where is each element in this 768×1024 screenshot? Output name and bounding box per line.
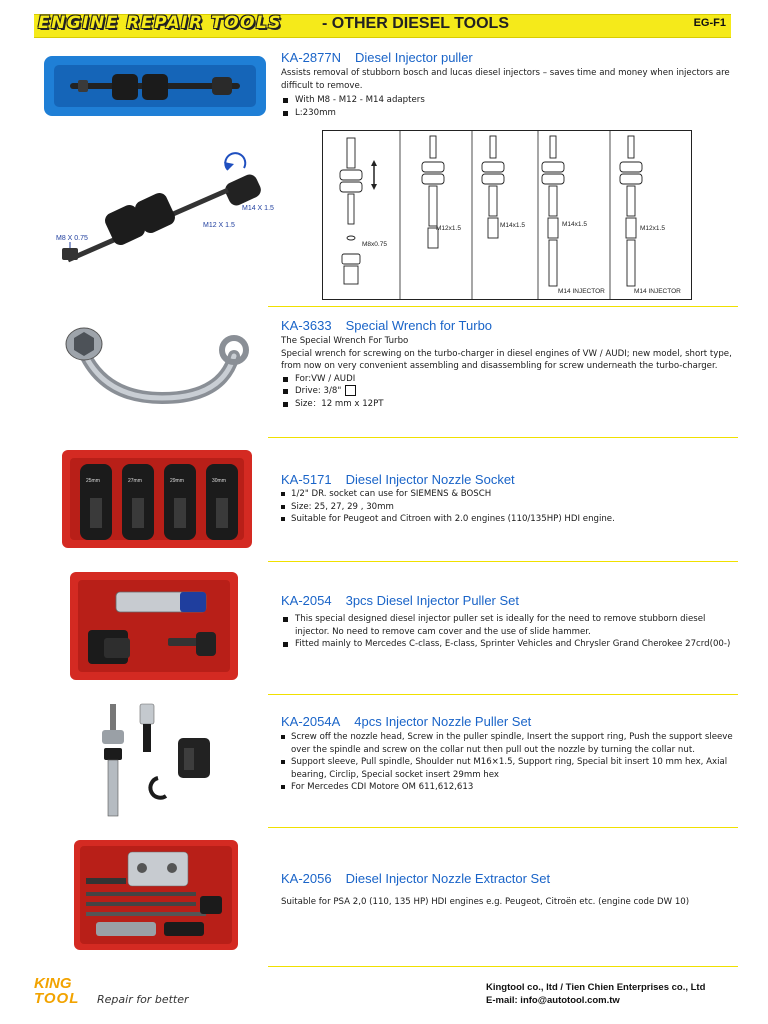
product-name: 3pcs Diesel Injector Puller Set <box>345 593 520 608</box>
bullet-list <box>281 613 736 651</box>
callout-m12: M12 X 1.5 <box>203 222 235 229</box>
description-line: The Special Wrench For Turbo <box>281 336 409 346</box>
product-desc-ka2056 <box>281 896 736 909</box>
extractor-set-case-photo <box>72 838 240 952</box>
product-title-ka5171 <box>281 472 515 487</box>
product-desc-ka5171 <box>281 488 736 526</box>
product-name: Diesel Injector Nozzle Socket <box>345 472 515 487</box>
brand-logo-tool: TOOL <box>34 990 80 1007</box>
bullet-item: Fitted mainly to Mercedes C-class, E-class, Sprinter Vehicles and Chrysler Grand Cherokee 27crd(00-) <box>281 638 736 651</box>
description-line: Special wrench for screwing on the turbo-charger in diesel engines of VW / AUDI; new model, short type, from now on very convenient assembling and disassembling for screw underneath the turbo-charger. <box>281 348 732 371</box>
product-name: Special Wrench for Turbo <box>345 318 493 333</box>
bullet-list <box>281 731 736 794</box>
diagram-label: M14x1.5 <box>500 222 525 229</box>
diagram-label: M12x1.5 <box>436 225 461 232</box>
product-code: KA-2054 <box>281 593 332 608</box>
bullet-item <box>281 385 736 398</box>
diagram-label: M12x1.5 <box>640 225 665 232</box>
bullet-list <box>281 373 736 411</box>
product-desc-ka2054a <box>281 731 736 794</box>
bullet-item: Size: 25, 27, 29 , 30mm <box>281 501 736 514</box>
product-title-ka2056 <box>281 871 550 886</box>
section-divider <box>268 827 738 828</box>
page-code: EG-F1 <box>693 17 726 29</box>
diagram-label: M14 INJECTOR <box>634 288 681 295</box>
bullet-item: L:230mm <box>281 107 736 120</box>
product-desc-ka2054 <box>281 613 736 651</box>
product-name: Diesel Injector puller <box>354 50 473 65</box>
product-title-ka2054 <box>281 593 519 608</box>
bullet-item: This special designed diesel injector puller set is ideally for the need to remove stubborn diesel injector. No need to remove cam cover and the use of slide hammer. <box>281 613 736 638</box>
bullet-item: Screw off the nozzle head, Screw in the puller spindle, Insert the support ring, Push the support sleeve over the spindle and screw on the collar nut then pull out the nozzle by turning the collar nut. <box>281 731 736 756</box>
socket-label: 30mm <box>212 478 226 484</box>
injector-puller-case-photo <box>42 50 268 120</box>
product-code: KA-2056 <box>281 871 332 886</box>
header-logo: ENGINE REPAIR TOOLS <box>38 13 283 33</box>
header-subtitle: - OTHER DIESEL TOOLS <box>322 15 509 32</box>
bullet-item: With M8 - M12 - M14 adapters <box>281 94 736 107</box>
product-desc-ka3633 <box>281 335 736 410</box>
square-drive-icon <box>345 385 356 396</box>
diagram-label: M8x0.75 <box>362 241 387 248</box>
diagram-label: M14x1.5 <box>562 221 587 228</box>
product-name: 4pcs Injector Nozzle Puller Set <box>354 714 532 729</box>
callout-m8: M8 X 0.75 <box>56 235 88 242</box>
company-name: Kingtool co., ltd / Tien Chien Enterprises co., Ltd <box>486 982 706 993</box>
nozzle-socket-case-photo <box>60 448 254 550</box>
bullet-item: Support sleeve, Pull spindle, Shoulder nut M16×1.5, Support ring, Special bit insert 10 mm hex, Axial bearing, Circlip, Special socket insert 29mm hex <box>281 756 736 781</box>
diagram-label: M14 INJECTOR <box>558 288 605 295</box>
brand-tagline: Repair for better <box>97 993 189 1006</box>
section-divider <box>268 694 738 695</box>
socket-label: 25mm <box>86 478 100 484</box>
puller-usage-diagram <box>322 130 692 300</box>
bullet-list <box>281 488 736 526</box>
product-desc-ka2877n <box>281 67 736 119</box>
description: Suitable for PSA 2,0 (110, 135 HP) HDI engines e.g. Peugeot, Citroën etc. (engine code DW 10) <box>281 897 690 907</box>
bullet-item: Suitable for Peugeot and Citroen with 2.0 engines (110/135HP) HDI engine. <box>281 513 736 526</box>
product-code: KA-2877N <box>281 50 341 65</box>
injector-puller-assembled-photo <box>48 150 288 272</box>
drive-text: Drive: 3/8" <box>295 386 342 396</box>
product-title-ka3633 <box>281 318 492 333</box>
turbo-wrench-photo <box>62 318 252 412</box>
description: Assists removal of stubborn bosch and lucas diesel injectors – saves time and money when injectors are difficult to remove. <box>281 68 730 91</box>
product-name: Diesel Injector Nozzle Extractor Set <box>345 871 551 886</box>
section-divider <box>268 966 738 967</box>
company-email[interactable]: E-mail: info@autotool.com.tw <box>486 995 620 1006</box>
section-divider <box>268 561 738 562</box>
brand-logo-king: KING <box>34 975 72 992</box>
product-code: KA-5171 <box>281 472 332 487</box>
bullet-item: 1/2" DR. socket can use for SIEMENS & BOSCH <box>281 488 736 501</box>
callout-m14: M14 X 1.5 <box>242 205 274 212</box>
nozzle-puller-parts-photo <box>88 700 238 822</box>
product-title-ka2054a <box>281 714 531 729</box>
section-divider <box>268 437 738 438</box>
product-code: KA-3633 <box>281 318 332 333</box>
product-title-ka2877n <box>281 50 473 65</box>
product-code: KA-2054A <box>281 714 341 729</box>
bullet-item: For:VW / AUDI <box>281 373 736 386</box>
bullet-item: For Mercedes CDI Motore OM 611,612,613 <box>281 781 736 794</box>
bullet-item: Size：12 mm x 12PT <box>281 398 736 411</box>
puller-set-case-photo <box>68 570 240 682</box>
socket-label: 27mm <box>128 478 142 484</box>
socket-label: 29mm <box>170 478 184 484</box>
section-divider <box>268 306 738 307</box>
bullet-list <box>281 94 736 119</box>
